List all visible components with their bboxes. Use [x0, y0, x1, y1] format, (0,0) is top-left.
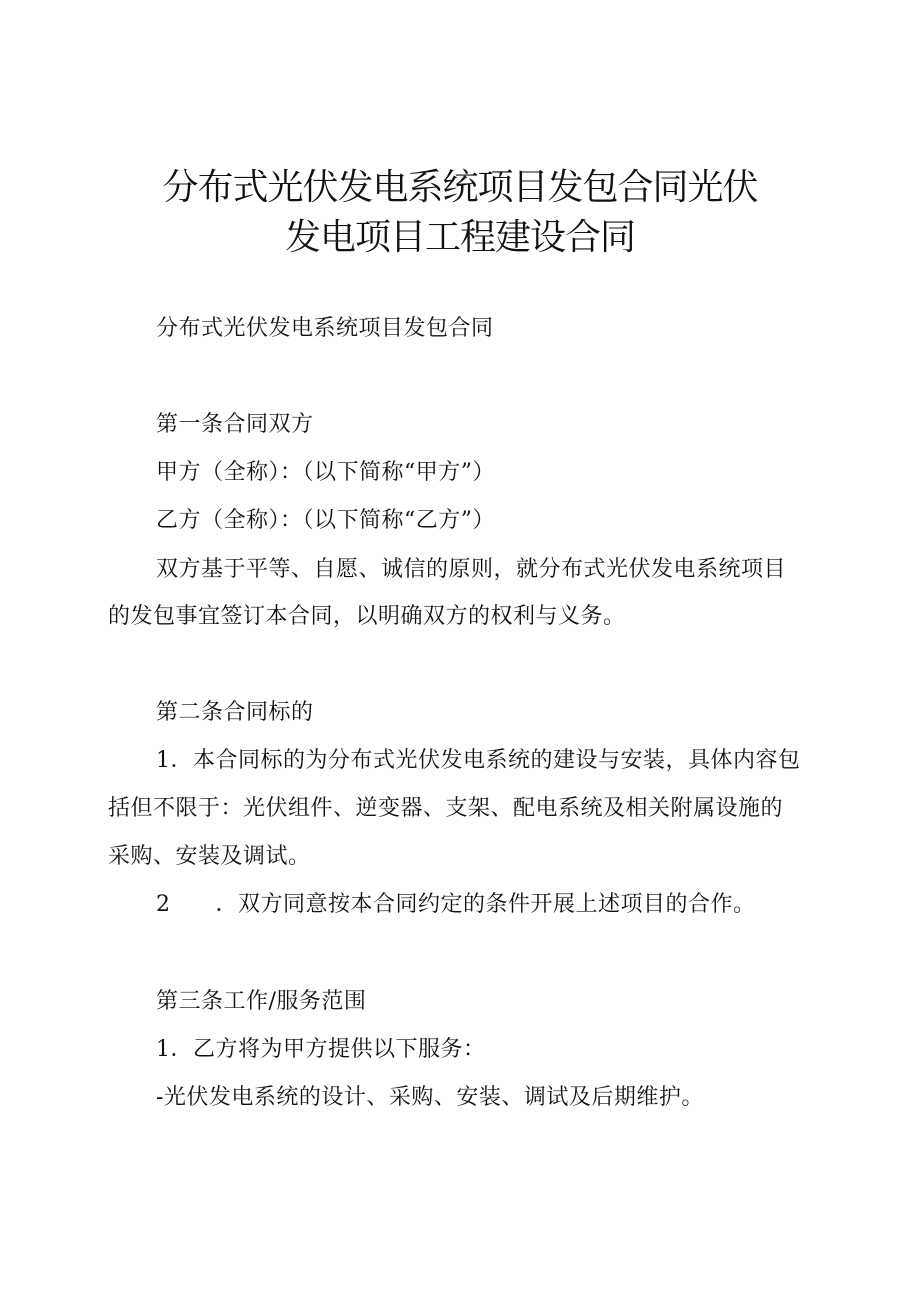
- document-title-line-2: 发电项目工程建设合同: [284, 217, 635, 258]
- article-2-item-1-line-3: 采购、安装及调试。: [108, 844, 311, 869]
- article-1-heading: 第一条合同双方: [156, 412, 314, 437]
- article-2-heading: 第二条合同标的: [156, 700, 314, 725]
- article-3-heading: 第三条工作/服务范围: [156, 989, 367, 1014]
- article-1-text-line-2: 的发包事宜签订本合同，以明确双方的权利与义务。: [108, 604, 626, 629]
- article-2-item-1-line-2: 括但不限于：光伏组件、逆变器、支架、配电系统及相关附属设施的: [108, 796, 784, 821]
- article-3-bullet-1: -光伏发电系统的设计、采购、安装、调试及后期维护。: [156, 1085, 704, 1110]
- document-title-line-1: 分布式光伏发电系统项目发包合同光伏: [162, 167, 758, 208]
- article-1-text-line-1: 双方基于平等、自愿、诚信的原则，就分布式光伏发电系统项目: [156, 557, 787, 582]
- article-2-item-2: 2 ．双方同意按本合同约定的条件开展上述项目的合作。: [156, 892, 756, 917]
- contract-subtitle: 分布式光伏发电系统项目发包合同: [156, 316, 494, 341]
- article-3-item-1: 1．乙方将为甲方提供以下服务：: [156, 1037, 486, 1062]
- party-a-line: 甲方（全称）：（以下简称“甲方”）: [156, 460, 495, 485]
- article-2-item-1-line-1: 1．本合同标的为分布式光伏发电系统的建设与安装，具体内容包: [156, 748, 801, 773]
- party-b-line: 乙方（全称）：（以下简称“乙方”）: [156, 508, 495, 533]
